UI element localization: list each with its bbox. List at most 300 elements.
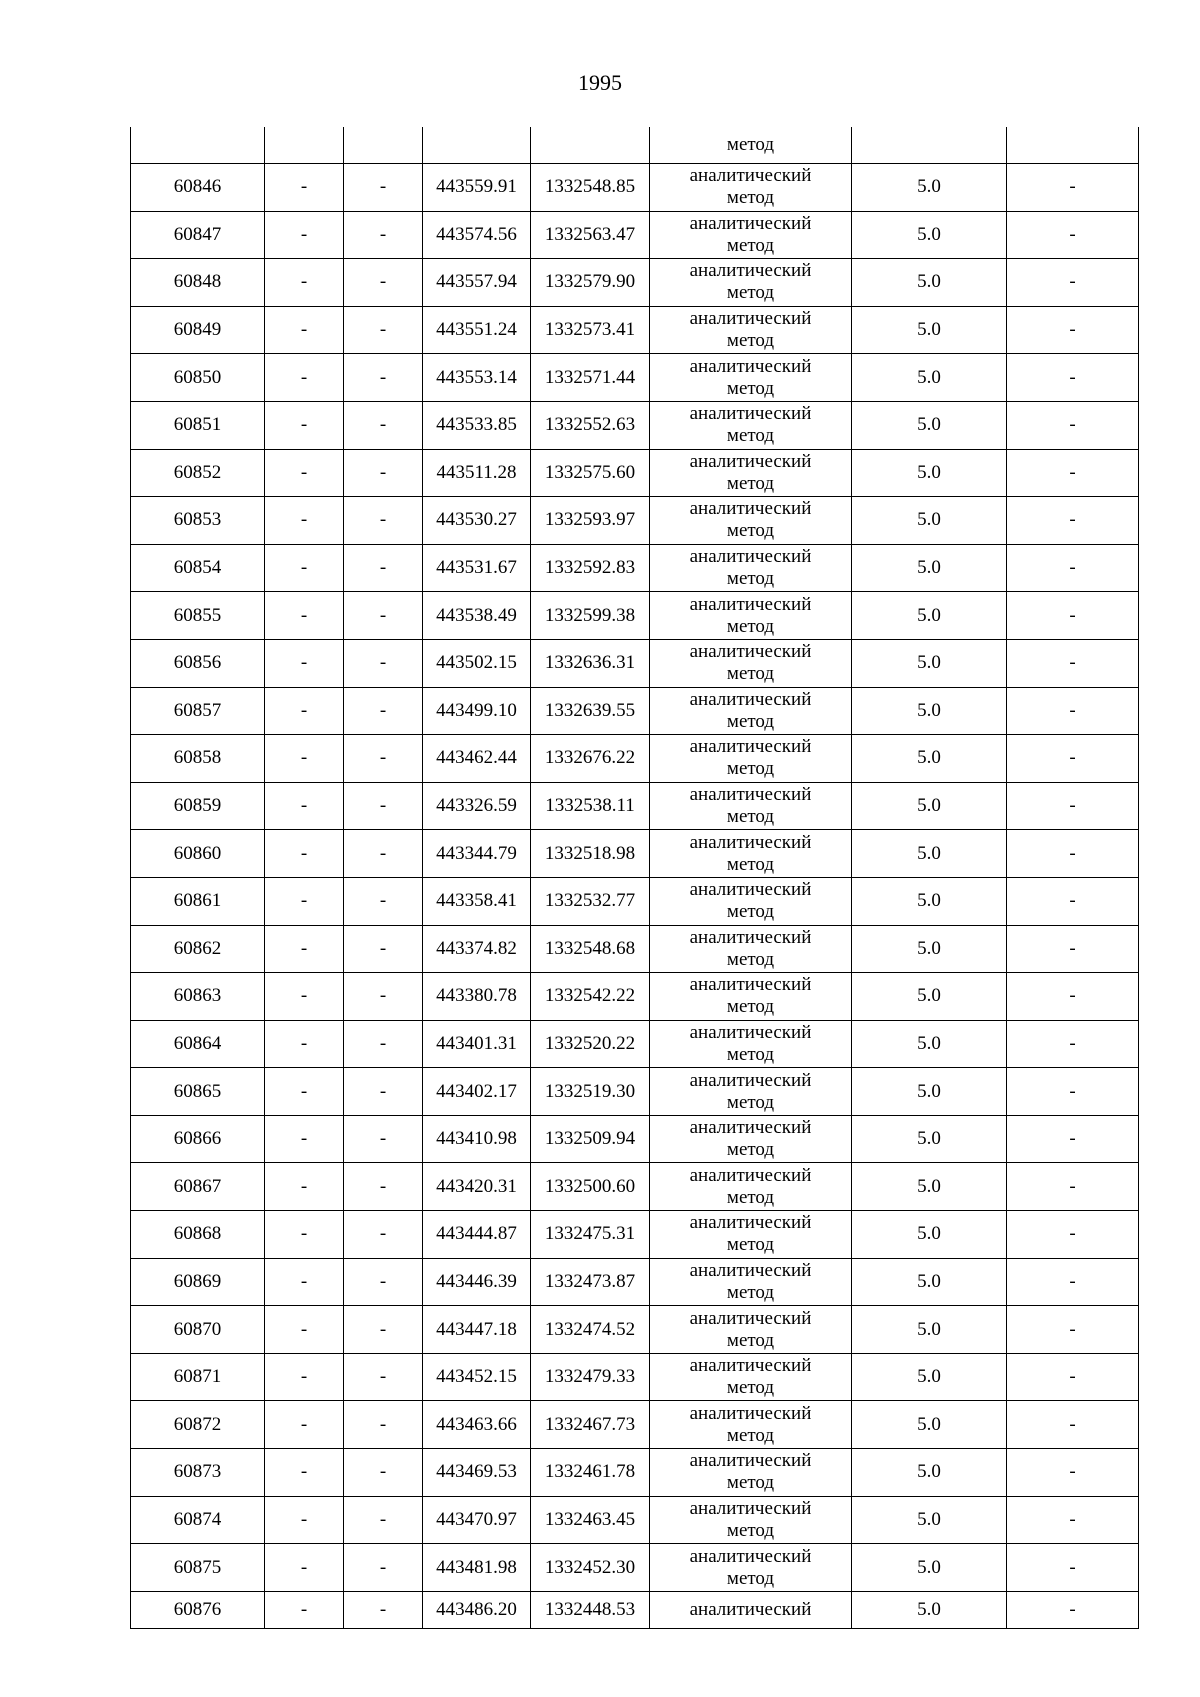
cell-dash: - [1007,830,1139,878]
method-line-1: аналитический [689,403,812,425]
method-line-1: аналитический [689,546,812,568]
method-line-2: метод [726,187,775,209]
method-line-1: аналитический [689,450,812,472]
cell-dash: - [344,1353,423,1401]
cell-dash: - [265,544,344,592]
x-coordinate-cell: 443410.98 [423,1115,531,1163]
cell-dash: - [1007,1115,1139,1163]
cell-dash: - [344,1544,423,1592]
method-cell [650,354,852,402]
cell-dash: - [1007,1068,1139,1116]
accuracy-cell: 5.0 [852,1591,1007,1628]
method-line-2: метод [726,1043,775,1065]
method-line-2: метод [726,1567,775,1589]
method-cell [650,544,852,592]
cell-dash: - [1007,735,1139,783]
y-coordinate-cell: 1332552.63 [531,401,650,449]
y-coordinate-cell: 1332518.98 [531,830,650,878]
method-line-2: метод [726,1472,775,1494]
method-cell [650,735,852,783]
method-line-1: аналитический [689,355,812,377]
method-cell [650,592,852,640]
x-coordinate-cell: 443401.31 [423,1020,531,1068]
cell-dash: - [344,449,423,497]
cell-dash: - [265,1211,344,1259]
x-coordinate-cell: 443559.91 [423,164,531,212]
method-line-1: аналитический [689,212,812,234]
cell-dash: - [1007,1591,1139,1628]
method-cell [650,877,852,925]
point-id-cell: 60862 [131,925,265,973]
accuracy-cell: 5.0 [852,782,1007,830]
x-coordinate-cell: 443533.85 [423,401,531,449]
method-line-1: аналитический [689,498,812,520]
method-line-2: метод [726,282,775,304]
y-coordinate-cell: 1332474.52 [531,1306,650,1354]
cell-dash: - [344,211,423,259]
cell-dash: - [344,306,423,354]
cell-dash: - [265,306,344,354]
cell-dash: - [265,1068,344,1116]
x-coordinate-cell: 443557.94 [423,259,531,307]
y-coordinate-cell: 1332579.90 [531,259,650,307]
cell-dash: - [265,735,344,783]
x-coordinate-cell: 443553.14 [423,354,531,402]
cell-dash: - [265,1115,344,1163]
accuracy-cell: 5.0 [852,1068,1007,1116]
cell-dash: - [1007,973,1139,1021]
x-coordinate-cell: 443538.49 [423,592,531,640]
y-coordinate-cell: 1332467.73 [531,1401,650,1449]
x-coordinate-cell: 443551.24 [423,306,531,354]
method-line-1: аналитический [689,926,812,948]
page-number: 1995 [578,70,622,95]
method-line-1: аналитический [689,974,812,996]
accuracy-cell: 5.0 [852,1020,1007,1068]
point-id-cell: 60851 [131,401,265,449]
x-coordinate-cell: 443344.79 [423,830,531,878]
accuracy-cell: 5.0 [852,211,1007,259]
method-line-1: аналитический [689,1402,812,1424]
y-coordinate-cell: 1332463.45 [531,1496,650,1544]
y-coordinate-cell: 1332500.60 [531,1163,650,1211]
accuracy-cell: 5.0 [852,973,1007,1021]
table-row [131,1401,1139,1449]
cell-dash: - [344,1591,423,1628]
method-line-2: метод [726,1091,775,1113]
cell-dash: - [265,401,344,449]
cell-dash: - [1007,592,1139,640]
y-coordinate-cell: 1332676.22 [531,735,650,783]
x-coordinate-cell: 443374.82 [423,925,531,973]
x-coordinate-cell: 443358.41 [423,877,531,925]
cell-dash: - [1007,449,1139,497]
y-coordinate-cell: 1332575.60 [531,449,650,497]
table-row [131,1115,1139,1163]
table-row [131,592,1139,640]
method-cell [650,1163,852,1211]
method-cell [650,1449,852,1497]
point-id-cell: 60869 [131,1258,265,1306]
cell-dash: - [265,830,344,878]
point-id-cell: 60859 [131,782,265,830]
method-cell [650,449,852,497]
x-coordinate-cell: 443469.53 [423,1449,531,1497]
method-line-1: аналитический [689,1497,812,1519]
method-cell [650,1306,852,1354]
accuracy-cell: 5.0 [852,592,1007,640]
point-id-cell: 60847 [131,211,265,259]
table-row [131,925,1139,973]
method-line-1: аналитический [689,1021,812,1043]
method-line-1: аналитический [689,688,812,710]
cell-dash: - [1007,687,1139,735]
cell-dash: - [265,211,344,259]
point-id-cell: 60846 [131,164,265,212]
x-coordinate-cell: 443481.98 [423,1544,531,1592]
cell-dash: - [265,497,344,545]
x-coordinate-cell: 443326.59 [423,782,531,830]
accuracy-cell: 5.0 [852,687,1007,735]
cell-empty [531,127,650,164]
method-line-1: аналитический [689,1212,812,1234]
y-coordinate-cell: 1332538.11 [531,782,650,830]
table-row [131,1020,1139,1068]
method-cell [650,925,852,973]
method-cell [650,259,852,307]
method-line-1: аналитический [689,879,812,901]
y-coordinate-cell: 1332636.31 [531,639,650,687]
table-row [131,830,1139,878]
x-coordinate-cell: 443444.87 [423,1211,531,1259]
y-coordinate-cell: 1332519.30 [531,1068,650,1116]
cell-dash: - [1007,164,1139,212]
method-cell [650,1211,852,1259]
method-line-2: метод [726,901,775,923]
point-id-cell: 60850 [131,354,265,402]
point-id-cell: 60867 [131,1163,265,1211]
cell-dash: - [1007,1353,1139,1401]
method-line-2: метод [726,758,775,780]
point-id-cell: 60873 [131,1449,265,1497]
accuracy-cell: 5.0 [852,497,1007,545]
x-coordinate-cell: 443452.15 [423,1353,531,1401]
accuracy-cell: 5.0 [852,401,1007,449]
point-id-cell: 60868 [131,1211,265,1259]
method-line-1: аналитический [689,1307,812,1329]
cell-dash: - [344,687,423,735]
accuracy-cell: 5.0 [852,1115,1007,1163]
x-coordinate-cell: 443486.20 [423,1591,531,1628]
point-id-cell: 60865 [131,1068,265,1116]
accuracy-cell: 5.0 [852,877,1007,925]
point-id-cell: 60866 [131,1115,265,1163]
y-coordinate-cell: 1332452.30 [531,1544,650,1592]
method-line-2: метод [726,1234,775,1256]
table-body [131,127,1139,1628]
x-coordinate-cell: 443502.15 [423,639,531,687]
method-line-2: метод [726,1377,775,1399]
continued-row [131,127,1139,164]
table-row [131,1258,1139,1306]
cell-dash: - [265,877,344,925]
cell-dash: - [265,164,344,212]
cell-dash: - [265,1353,344,1401]
y-coordinate-cell: 1332542.22 [531,973,650,1021]
table-row [131,1068,1139,1116]
method-line-2: метод [726,1139,775,1161]
point-id-cell: 60853 [131,497,265,545]
cell-dash: - [344,925,423,973]
cell-dash: - [265,259,344,307]
table-row [131,497,1139,545]
cell-dash: - [344,259,423,307]
table-row [131,306,1139,354]
cell-dash: - [265,1020,344,1068]
cell-dash: - [265,1449,344,1497]
table-row [131,211,1139,259]
cell-dash: - [344,782,423,830]
cell-dash: - [344,1163,423,1211]
method-line-1: аналитический [689,784,812,806]
table-row [131,1353,1139,1401]
x-coordinate-cell: 443499.10 [423,687,531,735]
table-row [131,164,1139,212]
cell-dash: - [344,1211,423,1259]
cell-empty [131,127,265,164]
y-coordinate-cell: 1332599.38 [531,592,650,640]
method-line-2: метод [726,710,775,732]
cell-dash: - [344,497,423,545]
point-id-cell: 60864 [131,1020,265,1068]
method-cell [650,830,852,878]
cell-dash: - [1007,1449,1139,1497]
table-row [131,1544,1139,1592]
accuracy-cell: 5.0 [852,1163,1007,1211]
method-cell: метод [650,127,852,164]
cell-dash: - [265,687,344,735]
table-row [131,449,1139,497]
method-line-2: метод [726,663,775,685]
method-line-1: аналитический [689,1117,812,1139]
cell-empty [423,127,531,164]
cell-dash: - [1007,782,1139,830]
accuracy-cell: 5.0 [852,544,1007,592]
method-line-1: аналитический [689,736,812,758]
x-coordinate-cell: 443531.67 [423,544,531,592]
accuracy-cell: 5.0 [852,259,1007,307]
cell-dash: - [265,925,344,973]
method-line-2: метод [726,1519,775,1541]
cell-dash: - [344,639,423,687]
cell-dash: - [344,830,423,878]
method-line-2: метод [726,425,775,447]
x-coordinate-cell: 443530.27 [423,497,531,545]
cell-dash: - [265,973,344,1021]
method-cell [650,1020,852,1068]
method-line-2: метод [726,996,775,1018]
point-id-cell: 60875 [131,1544,265,1592]
y-coordinate-cell: 1332473.87 [531,1258,650,1306]
method-line-2: метод [726,615,775,637]
y-coordinate-cell: 1332475.31 [531,1211,650,1259]
method-line-1: аналитический [689,641,812,663]
table-row [131,639,1139,687]
x-coordinate-cell: 443380.78 [423,973,531,1021]
cell-dash: - [265,1258,344,1306]
method-cell [650,687,852,735]
table-row [131,782,1139,830]
cell-dash: - [265,1591,344,1628]
method-line-2: метод [726,377,775,399]
y-coordinate-cell: 1332479.33 [531,1353,650,1401]
method-cell [650,1496,852,1544]
cell-dash: - [1007,1258,1139,1306]
method-line-2: метод [726,472,775,494]
y-coordinate-cell: 1332563.47 [531,211,650,259]
cell-dash: - [265,639,344,687]
accuracy-cell: 5.0 [852,1496,1007,1544]
cell-dash: - [344,164,423,212]
method-line-2: метод [726,1424,775,1446]
point-id-cell: 60863 [131,973,265,1021]
cell-empty [1007,127,1139,164]
table-row [131,1496,1139,1544]
method-line-1: аналитический [689,1164,812,1186]
table-row [131,1591,1139,1628]
table-row [131,973,1139,1021]
x-coordinate-cell: 443462.44 [423,735,531,783]
cell-dash: - [344,877,423,925]
table-row [131,259,1139,307]
x-coordinate-cell: 443420.31 [423,1163,531,1211]
y-coordinate-cell: 1332448.53 [531,1591,650,1628]
table-row [131,401,1139,449]
cell-dash: - [1007,877,1139,925]
cell-empty [265,127,344,164]
table-row [131,1306,1139,1354]
cell-dash: - [1007,544,1139,592]
cell-dash: - [1007,497,1139,545]
cell-dash: - [265,1401,344,1449]
method-line-1: аналитический [689,308,812,330]
accuracy-cell: 5.0 [852,735,1007,783]
cell-dash: - [1007,639,1139,687]
point-id-cell: 60874 [131,1496,265,1544]
cell-dash: - [1007,401,1139,449]
cell-dash: - [344,1068,423,1116]
method-cell [650,1591,852,1628]
method-line-2: метод [726,520,775,542]
point-id-cell: 60871 [131,1353,265,1401]
table-row [131,1211,1139,1259]
method-line-2: метод [726,1281,775,1303]
x-coordinate-cell: 443470.97 [423,1496,531,1544]
method-line-1: аналитический [689,831,812,853]
x-coordinate-cell: 443402.17 [423,1068,531,1116]
y-coordinate-cell: 1332592.83 [531,544,650,592]
cell-dash: - [265,1544,344,1592]
method-line-1: аналитический [689,593,812,615]
x-coordinate-cell: 443446.39 [423,1258,531,1306]
method-cell [650,1115,852,1163]
method-line-1: аналитический [689,1355,812,1377]
method-cell [650,497,852,545]
cell-dash: - [1007,306,1139,354]
y-coordinate-cell: 1332532.77 [531,877,650,925]
point-id-cell: 60849 [131,306,265,354]
cell-dash: - [344,1449,423,1497]
accuracy-cell: 5.0 [852,164,1007,212]
cell-dash: - [265,782,344,830]
method-cell [650,1544,852,1592]
point-id-cell: 60852 [131,449,265,497]
accuracy-cell: 5.0 [852,306,1007,354]
method-cell [650,306,852,354]
table-row [131,1449,1139,1497]
method-line-1: аналитический [689,1598,812,1620]
point-id-cell: 60854 [131,544,265,592]
y-coordinate-cell: 1332548.85 [531,164,650,212]
cell-dash: - [344,592,423,640]
point-id-cell: 60857 [131,687,265,735]
y-coordinate-cell: 1332461.78 [531,1449,650,1497]
table-row [131,544,1139,592]
y-coordinate-cell: 1332593.97 [531,497,650,545]
cell-dash: - [265,1496,344,1544]
method-line-1: аналитический [689,1069,812,1091]
cell-dash: - [344,1496,423,1544]
method-cell [650,639,852,687]
cell-dash: - [265,449,344,497]
cell-empty [852,127,1007,164]
method-line-1: аналитический [689,1545,812,1567]
y-coordinate-cell: 1332509.94 [531,1115,650,1163]
table-row [131,877,1139,925]
x-coordinate-cell: 443463.66 [423,1401,531,1449]
accuracy-cell: 5.0 [852,925,1007,973]
method-line-2: метод [726,1329,775,1351]
method-cell [650,211,852,259]
accuracy-cell: 5.0 [852,1401,1007,1449]
method-cell [650,164,852,212]
x-coordinate-cell: 443447.18 [423,1306,531,1354]
point-id-cell: 60856 [131,639,265,687]
point-id-cell: 60870 [131,1306,265,1354]
method-cell [650,1258,852,1306]
method-cell [650,782,852,830]
method-cell [650,1353,852,1401]
method-line-2: метод [726,948,775,970]
cell-dash: - [1007,211,1139,259]
y-coordinate-cell: 1332520.22 [531,1020,650,1068]
cell-dash: - [344,973,423,1021]
cell-dash: - [344,1401,423,1449]
cell-dash: - [344,1258,423,1306]
method-line-2: метод [726,1186,775,1208]
method-line-1: аналитический [689,1259,812,1281]
method-cell [650,1401,852,1449]
table-row [131,354,1139,402]
accuracy-cell: 5.0 [852,1544,1007,1592]
cell-dash: - [1007,1020,1139,1068]
y-coordinate-cell: 1332639.55 [531,687,650,735]
method-line-1: аналитический [689,165,812,187]
cell-dash: - [1007,259,1139,307]
cell-dash: - [265,592,344,640]
accuracy-cell: 5.0 [852,354,1007,402]
method-line-2: метод [726,234,775,256]
